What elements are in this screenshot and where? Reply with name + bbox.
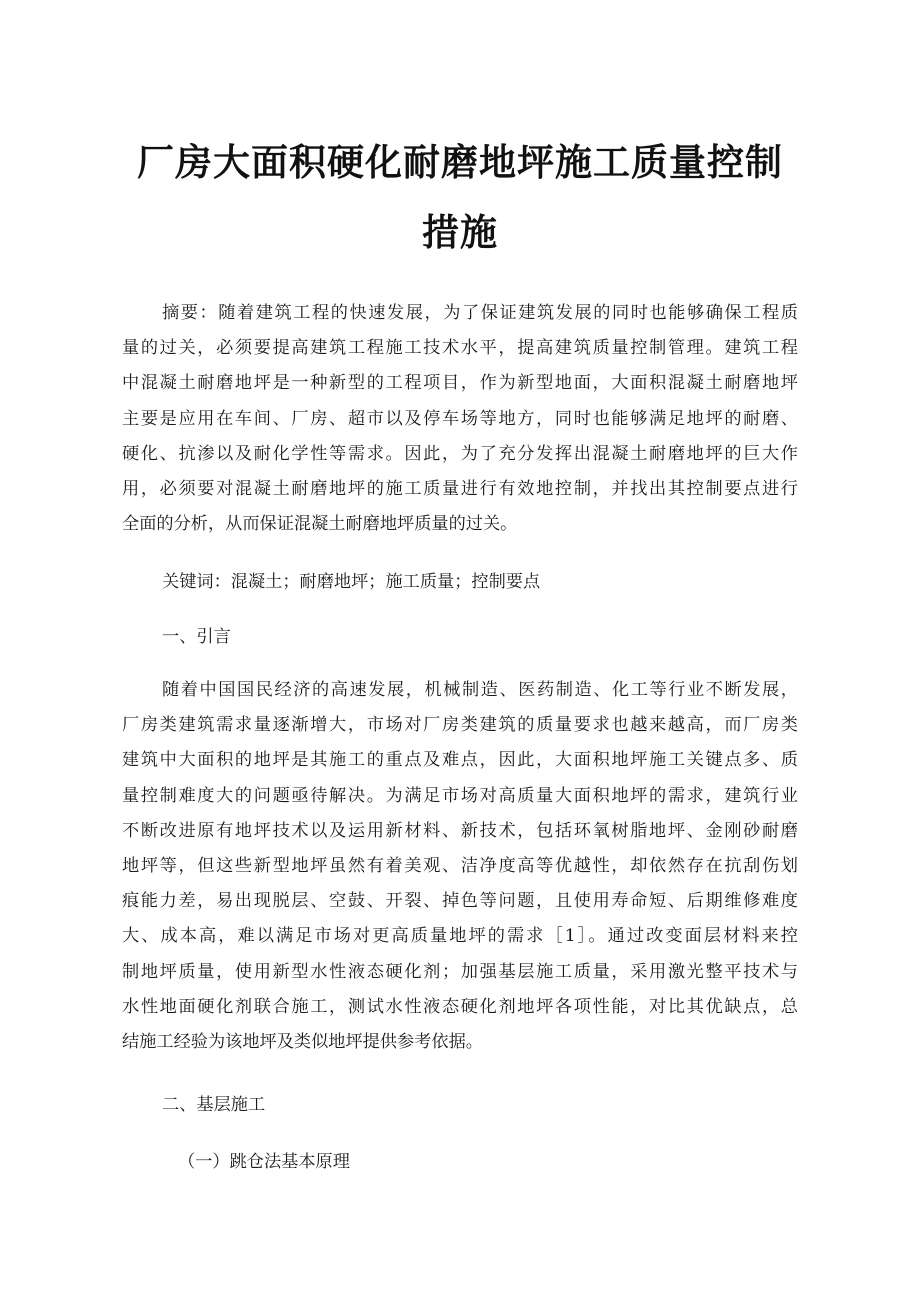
abstract-line: 硬化、抗渗以及耐化学性等需求。因此，为了充分发挥出混凝土耐磨地坪的巨大作 bbox=[122, 443, 798, 464]
abstract-line: 全面的分析，从而保证混凝土耐磨地坪质量的过关。 bbox=[122, 514, 518, 535]
abstract-line: 中混凝土耐磨地坪是一种新型的工程项目，作为新型地面，大面积混凝土耐磨地坪 bbox=[122, 373, 798, 394]
introduction-line: 制地坪质量，使用新型水性液态硬化剂；加强基层施工质量，采用激光整平技术与 bbox=[122, 961, 798, 982]
abstract-paragraph bbox=[122, 296, 798, 542]
introduction-line: 痕能力差，易出现脱层、空鼓、开裂、掉色等问题，且使用寿命短、后期维修难度 bbox=[122, 891, 798, 912]
introduction-line: 不断改进原有地坪技术以及运用新材料、新技术，包括环氧树脂地坪、金刚砂耐磨 bbox=[122, 820, 798, 841]
introduction-line: 地坪等，但这些新型地坪虽然有着美观、洁净度高等优越性，却依然存在抗刮伤划 bbox=[122, 855, 798, 876]
abstract-line: 用，必须要对混凝土耐磨地坪的施工质量进行有效地控制，并找出其控制要点进行 bbox=[122, 478, 798, 499]
introduction-line: 建筑中大面积的地坪是其施工的重点及难点，因此，大面积地坪施工关键点多、质 bbox=[122, 750, 798, 771]
introduction-line: 厂房类建筑需求量逐渐增大，市场对厂房类建筑的质量要求也越来越高，而厂房类 bbox=[122, 715, 798, 736]
section-heading-base-construction: 二、基层施工 bbox=[162, 1095, 266, 1115]
introduction-line: 随着中国国民经济的高速发展，机械制造、医药制造、化工等行业不断发展， bbox=[162, 680, 798, 700]
introduction-paragraph bbox=[122, 673, 798, 1060]
abstract-line: 量的过关，必须要提高建筑工程施工技术水平，提高建筑质量控制管理。建筑工程 bbox=[122, 338, 798, 359]
introduction-line: 量控制难度大的问题亟待解决。为满足市场对高质量大面积地坪的需求，建筑行业 bbox=[122, 785, 798, 806]
document-title-line-2: 措施 bbox=[422, 211, 498, 254]
introduction-line: 大、成本高，难以满足市场对更高质量地坪的需求［1］。通过改变面层材料来控 bbox=[122, 926, 798, 947]
abstract-line: 主要是应用在车间、厂房、超市以及停车场等地方，同时也能够满足地坪的耐磨、 bbox=[122, 408, 798, 429]
introduction-line: 结施工经验为该地坪及类似地坪提供参考依据。 bbox=[122, 1031, 483, 1052]
abstract-line: 摘要：随着建筑工程的快速发展，为了保证建筑发展的同时也能够确保工程质 bbox=[162, 303, 798, 323]
introduction-line: 水性地面硬化剂联合施工，测试水性液态硬化剂地坪各项性能，对比其优缺点，总 bbox=[122, 996, 798, 1017]
document-title-line-1: 厂房大面积硬化耐磨地坪施工质量控制 bbox=[137, 141, 783, 184]
subsection-heading-jump-bin-method: （一）跳仓法基本原理 bbox=[178, 1152, 350, 1172]
keywords-line: 关键词：混凝土；耐磨地坪；施工质量；控制要点 bbox=[162, 572, 541, 592]
section-heading-introduction: 一、引言 bbox=[162, 627, 231, 647]
